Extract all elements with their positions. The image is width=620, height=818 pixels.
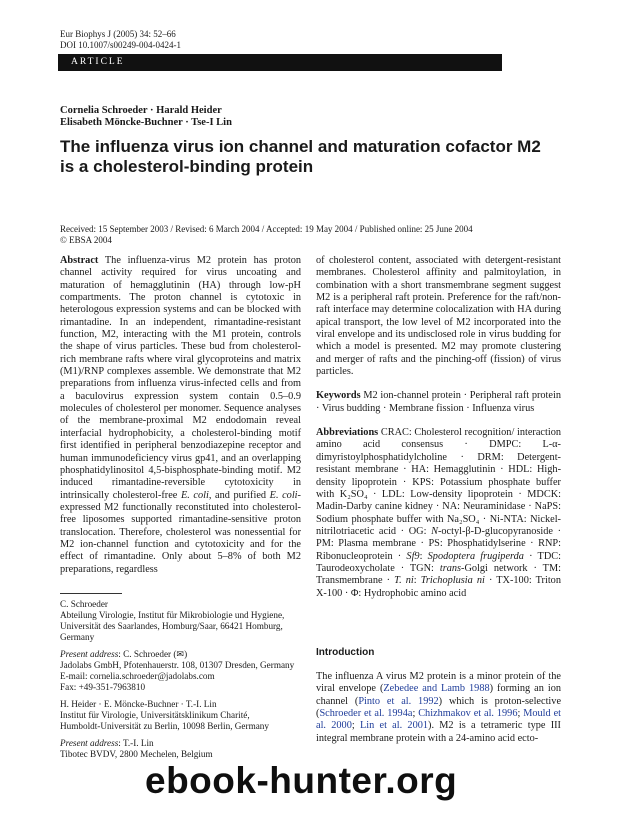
abstract-text-b: , and purified	[208, 489, 270, 501]
abbr-sf9: Sf9	[406, 550, 420, 562]
abstract-section	[60, 255, 301, 576]
article-title	[60, 137, 560, 177]
ecoli-term-2: E. coli	[269, 489, 298, 501]
affil-line: Germany	[60, 632, 95, 642]
affil-line: Humboldt-Universität zu Berlin, 10098 Berlin, Germany	[60, 721, 269, 731]
author-name: : T.-I. Lin	[118, 738, 154, 748]
citation-link[interactable]: Mould et al. 2000	[316, 708, 562, 732]
footnote-divider	[60, 593, 122, 594]
intro-text: ;	[517, 708, 524, 720]
intro-text: ) which is proton-selective (	[316, 695, 562, 720]
abstract-text: The influenza-virus M2 protein has proton channel activity required for virus uncoating and maturation of hemagglutinin (HA) through low-pH compartments. The proton channel is cytotoxic in heterologous expression systems and can be blocked with rimantadine. In an independent, rimantadine-resistant function, M2, interacting with the M1 protein, controls the shape of virus particles. These bud from cholesterol-rich membrane rafts where viral glycoproteins and matrix (M1)/RNP complexes assemble. We demonstrate that M2 preparations from influenza virus-infected cells and from a baculovirus expression system contain 0.5–0.9 molecules of cholesterol per monomer. Sequence analyses of the membrane-proximal M2 endodomain reveal interfacial hydrophobicity, a cholesterol-binding motif first identified in peripheral benzodiazepine receptor and human immunodeficiency virus gp41, and an overlapping phosphatidylinositol 4,5-bisphosphate-binding motif. M2 induced rimantadine-reversible cytotoxicity in intrinsically cholesterol-free	[60, 255, 301, 501]
keywords-text: M2 ion-channel protein · Peripheral raft protein · Virus budding · Membrane fission · Influenza virus	[316, 390, 562, 414]
abstract-label: Abstract	[60, 255, 99, 266]
title-line-1: The influenza virus ion channel and maturation cofactor M2	[60, 137, 541, 156]
author-list	[60, 105, 232, 129]
author-line-2: Elisabeth Möncke-Buchner · Tse-I Lin	[60, 117, 232, 128]
affil-line: Institut für Virologie, Universitätsklinikum Charité,	[60, 710, 250, 720]
abbr-text-a: CRAC: Cholesterol recognition/ interaction amino acid consensus · DMPC: L-α-dimyristoylphosphatidylcholine · DRM: Detergent-resistant membrane · HA: Hemagglutinin · HDL: High-density lipoprotein · KPS: Potassium phosphate buffer with K₂SO₄ · LDL: Low-density lipoprotein · MDCK: Madin-Darby canine kidney · NA: Neuraminidase · NaPS: Sodium phosphate buffer with Na₂SO₄ · Ni-NTA: Nickel-nitrilotriacetic acid · OG:	[316, 427, 561, 537]
keywords-label: Keywords	[316, 390, 361, 402]
keywords-section	[316, 390, 561, 415]
corresponding-author: : C. Schroeder (✉)	[118, 649, 188, 659]
abbr-text-b: -octyl-β-D-glucopyranoside · PM: Plasma membrane · PS: Phosphatidylserine · RNP: Ribonucleoprotein ·	[316, 525, 562, 562]
author-line-1: Cornelia Schroeder · Harald Heider	[60, 105, 222, 116]
citation-link[interactable]: Pinto et al. 1992	[358, 695, 439, 707]
publication-dates	[60, 224, 473, 246]
email-line[interactable]: E-mail: cornelia.schroeder@jadolabs.com	[60, 671, 215, 681]
article-section-bar	[58, 54, 502, 71]
affiliations	[60, 599, 302, 766]
introduction-heading: Introduction	[316, 647, 375, 658]
affiliation-3	[60, 699, 302, 732]
affil-line: H. Heider · E. Möncke-Buchner · T.-I. Lin	[60, 699, 217, 709]
abstract-continued: of cholesterol content, associated with detergent-resistant membranes. Cholesterol affinity and palmitoylation, in combination with a short transmembrane segment suggest M2 is a peripheral raft protein. Preference for the raft/non-raft interface may determine colocalization with HA during apical transport, the low level of M2 incorporated into the viral envelope and its undisclosed role in virus budding for which a model is presented. M2 may promote clustering and merger of rafts and the pinching-off (fission) of virus particles.	[316, 255, 561, 378]
affil-line	[60, 649, 302, 660]
citation-link[interactable]: Chizhmakov et al. 1996	[418, 708, 518, 720]
abbr-n-italic: N	[431, 525, 438, 537]
affil-line: Jadolabs GmbH, Pfotenhauerstr. 108, 01307 Dresden, Germany	[60, 660, 295, 670]
abbr-text-d: · TDC: Taurodeoxycholate · TGN:	[316, 550, 561, 574]
affil-line	[60, 738, 302, 749]
abbr-text-e: -Golgi network · TM: Transmembrane ·	[316, 562, 561, 587]
abbr-trans: trans	[439, 562, 462, 574]
fax-line: Fax: +49-351-7963810	[60, 682, 146, 692]
abbr-text-c: :	[419, 550, 423, 562]
introduction-text	[316, 671, 561, 745]
section-label: ARTICLE	[71, 57, 125, 67]
abbreviations-label: Abbreviations	[316, 427, 379, 439]
watermark: ebook-hunter.org	[145, 760, 458, 801]
dates-line: Received: 15 September 2003 / Revised: 6 March 2004 / Accepted: 19 May 2004 / Published online: 25 June 2004	[60, 224, 473, 234]
journal-line: Eur Biophys J (2005) 34: 52–66	[60, 29, 176, 39]
citation-link[interactable]: Schroeder et al. 1994a	[319, 708, 413, 720]
intro-text: The influenza A virus M2 protein is a minor protein of the viral envelope (	[316, 671, 561, 695]
abstract-text-c: -expressed M2 functionally reconstituted into cholesterol-free liposomes supported rimantadine-sensitive proton translocation. Therefore, cholesterol was nonessential for M2 ion-channel function and cytotoxicity and for the effect of rimantadine. Only about 5–8% of both M2 preparations, regardless	[60, 489, 301, 575]
abbr-spodoptera: Spodoptera frugiperda	[427, 550, 524, 562]
copyright-line: © EBSA 2004	[60, 235, 112, 245]
intro-text: ). M2 is a tetrameric type III integral membrane protein with a 24-amino acid ecto-	[316, 720, 561, 744]
affil-line: Universität des Saarlandes, Homburg/Saar, 66421 Homburg,	[60, 621, 283, 631]
journal-citation	[60, 29, 181, 51]
citation-link[interactable]: Lin et al. 2001	[359, 720, 429, 732]
intro-text: ) forming an ion channel (	[316, 683, 561, 707]
abbr-trichoplusia: Trichoplusia ni	[420, 575, 485, 587]
doi-line[interactable]: DOI 10.1007/s00249-004-0424-1	[60, 40, 181, 50]
affiliation-1	[60, 599, 302, 643]
affiliation-2	[60, 649, 302, 693]
present-address-label: Present address	[60, 738, 119, 748]
affiliation-4	[60, 738, 302, 760]
intro-text: ;	[412, 708, 419, 720]
intro-text: ;	[351, 720, 360, 732]
citation-link[interactable]: Zebedee and Lamb 1988	[383, 683, 490, 695]
right-column-top	[316, 255, 561, 600]
affil-line: Abteilung Virologie, Institut für Mikrobiologie und Hygiene,	[60, 610, 285, 620]
abbr-tni: T. ni	[394, 575, 414, 587]
abbr-text-g: · TX-100: Triton X-100 · Φ: Hydrophobic amino acid	[316, 575, 561, 599]
abbr-text-f: :	[413, 575, 417, 587]
present-address-label: Present address	[60, 649, 119, 659]
title-line-2: is a cholesterol-binding protein	[60, 157, 314, 176]
affil-line: Tibotec BVDV, 2800 Mechelen, Belgium	[60, 749, 213, 759]
abbreviations-section	[316, 427, 561, 600]
affil-line: C. Schroeder	[60, 599, 108, 609]
ecoli-term: E. coli	[180, 489, 209, 501]
